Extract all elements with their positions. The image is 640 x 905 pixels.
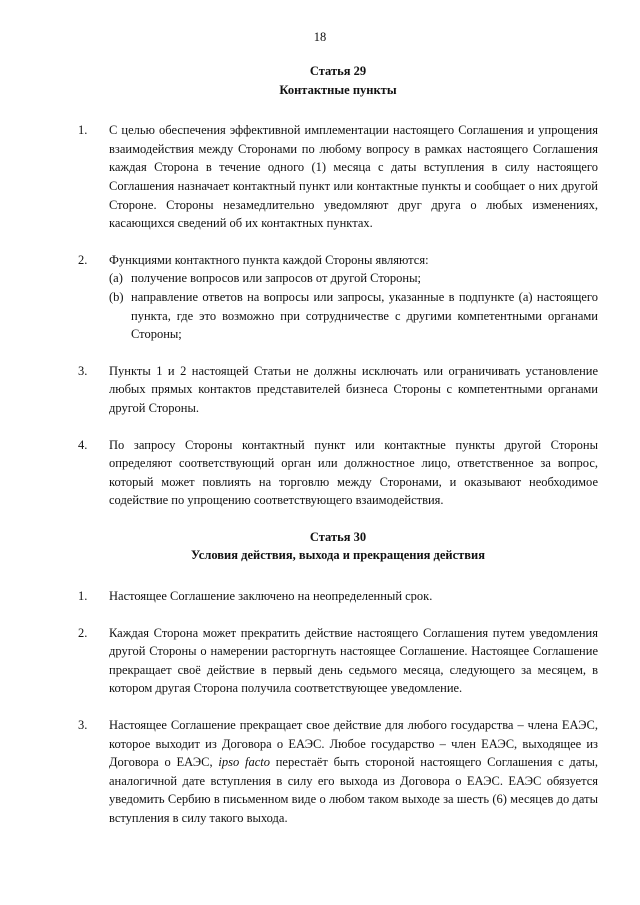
- subitem-letter: (b): [109, 289, 124, 304]
- clause-body: [109, 251, 598, 344]
- clause-number: 4.: [78, 437, 88, 452]
- clause-text: Настоящее Соглашение заключено на неопределенный срок.: [109, 589, 433, 604]
- clause-number: 3.: [78, 718, 88, 733]
- article-number: Статья 29: [309, 64, 367, 78]
- clause-text-part: Настоящее Соглашение прекращает свое действие для любого государства – члена ЕАЭС, которое выходит из Договора о ЕАЭС. Любое государство – член ЕАЭС, выходящее из Договора о ЕАЭС,: [109, 718, 598, 770]
- clause-text: Каждая Сторона может прекратить действие настоящего Соглашения путем уведомления другой Стороны о намерении расторгнуть настоящее Соглашение. Настоящее Соглашение прекращает своё действие в первый день седьмого месяца, следующего за месяцем, в котором другая Сторона получила соответствующее уведомление.: [109, 625, 598, 696]
- clause-text: Функциями контактного пункта каждой Стороны являются:: [109, 252, 429, 267]
- clause-number: 2.: [78, 252, 88, 267]
- subitem: [109, 288, 598, 344]
- clause: [78, 436, 598, 510]
- article-29-heading: [78, 62, 598, 99]
- subitem-text: получение вопросов или запросов от другой Стороны;: [131, 271, 421, 286]
- clause-number: 1.: [78, 589, 88, 604]
- clause-number: 2.: [78, 625, 88, 640]
- article-number: Статья 30: [309, 529, 367, 544]
- subitem-text: направление ответов на вопросы или запросы, указанные в подпункте (a) настоящего пункта, где это возможно при сотрудничестве с другими компетентными органами Стороны;: [131, 289, 598, 342]
- clause: [78, 362, 598, 418]
- clause-number: 3.: [78, 363, 88, 378]
- clause-text: По запросу Стороны контактный пункт или контактные пункты другой Стороны определяют соответствующий орган или должностное лицо, ответственное за вопрос, который может повлиять на торговлю между Сторонами, и оказывают необходимое содействие по упрощению соответствующего взаимодействия.: [109, 437, 598, 508]
- subitem-letter: (a): [109, 271, 123, 286]
- subitem: [109, 269, 598, 288]
- article-title: Контактные пункты: [279, 82, 397, 97]
- clause-text: Пункты 1 и 2 настоящей Статьи не должны исключать или ограничивать установление любых прямых контактов представителей бизнеса Стороны с компетентными органами другой Стороны.: [109, 363, 598, 415]
- clause: [78, 121, 598, 233]
- clause: [78, 624, 598, 698]
- clause-text: [109, 716, 598, 828]
- clause-text-part: перестаёт быть стороной настоящего Соглашения с даты, аналогичной дате вступления в силу его выхода из Договора о ЕАЭС. ЕАЭС обязуется уведомить Сербию в письменном виде о любом таком выходе за шесть (6) месяцев до даты вступления в силу такого выхода.: [109, 755, 598, 825]
- article-title: Условия действия, выхода и прекращения действия: [190, 548, 486, 563]
- page-number: 18: [313, 30, 327, 44]
- clause: [78, 587, 598, 606]
- clause-number: 1.: [78, 123, 88, 138]
- clause: [78, 716, 598, 828]
- document-body: [78, 62, 598, 828]
- clause-text: С целью обеспечения эффективной имплементации настоящего Соглашения и упрощения взаимодействия между Сторонами по любому вопросу в рамках настоящего Соглашения каждая Сторона в течение одного (1) месяца с даты вступления в силу настоящего Соглашения назначает контактный пункт или контактные пункты и сообщает о них другой Стороне. Стороны незамедлительно уведомляют друг друга о любых изменениях, касающихся сведений об их контактных пунктах.: [109, 123, 598, 231]
- article-30-heading: [78, 528, 598, 565]
- latin-term: ipso facto: [218, 755, 270, 770]
- clause: [78, 251, 598, 344]
